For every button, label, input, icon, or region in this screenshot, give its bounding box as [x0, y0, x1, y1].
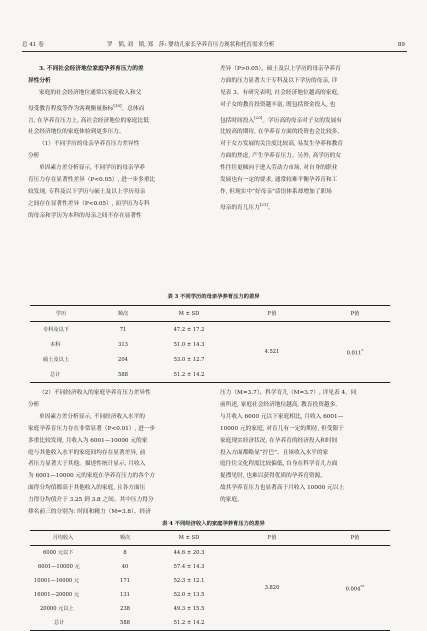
paragraph-line: 作, 但现实中“好母亲”话语体系却增加了职场: [220, 188, 332, 195]
table-header-row: [30, 306, 390, 322]
paragraph-line: 10000 元的家庭, 对育儿有一定的期待, 但受限于: [220, 425, 344, 432]
paragraph-line: 育压力存在显著性差异（P<0.05）, 进一步多重比: [28, 177, 156, 184]
paragraph-line: 对于女方发展的关注度比较高, 易发生孕养和教育: [220, 141, 344, 148]
paragraph-line: 见表 3。有研究表明, 社会经济地位越高的家庭,: [220, 89, 339, 96]
paragraph-line: 较发现, 专科及以下学历与硕士及以上学历母亲: [28, 188, 146, 195]
cell-n: 313: [118, 341, 128, 348]
paragraph-line: 方面的压力显著大于专科及以下学历的母亲, 详: [220, 77, 338, 84]
subsection-heading-cont: 分析: [28, 153, 40, 160]
row-label: 6000 元以下: [43, 550, 74, 556]
cell-msd: 44.6 ± 20.3: [173, 550, 205, 556]
table-header-row: [30, 531, 390, 546]
row-label: 6001—10000 元: [38, 564, 80, 570]
table-row: [30, 546, 390, 561]
paragraph-line: 单因素方差分析显示, 不同学历的母亲孕养: [39, 165, 145, 172]
running-title: 罗 韬, 刘 韬, 郑 莎: 婴幼儿家长孕养育压力现状和托育需求分析: [107, 42, 275, 48]
right-column-lower: [220, 388, 392, 507]
row-label: 总计: [50, 371, 61, 378]
cell-n: 588: [118, 371, 128, 378]
section-heading: 3. 不同社会经济地位家庭孕养育压力的差: [39, 66, 144, 72]
left-column-upper: [28, 64, 198, 223]
paragraph-line: 家庭的社会经济地位通常以家庭收入和父: [39, 89, 142, 96]
row-label: 总计: [54, 620, 65, 626]
paragraph-line: 比较高的期待, 在孕养育方面的投资也会比较多,: [220, 129, 340, 136]
paragraph-line: 排名前三的分别为: 时间和精力（M=3.8）、经济: [28, 509, 151, 516]
cell-msd: 47.2 ± 17.2: [173, 326, 205, 333]
paragraph-line: 投入方面都略显“拧巴”。且该收入水平的家: [220, 449, 329, 456]
row-label: 16001—20000 元: [34, 592, 80, 598]
paragraph-line: 性往往更倾向于进入劳动力市场, 对自身的职业: [220, 165, 338, 172]
cell-msd: 49.3 ± 15.5: [173, 606, 205, 612]
paragraph-line: 母受教育程度等作为客观衡量指标[18]。总体而: [28, 102, 145, 112]
cell-n: 238: [120, 606, 130, 612]
table4: [30, 530, 390, 631]
paragraph-line: 故其孕养育压力也显著高于月收入 10000 元以上: [220, 485, 345, 492]
paragraph-line: 力得分均值介于 3.25 到 3.8 之间。其中压力得分: [28, 497, 154, 504]
paragraph-line: 发展也有一定的要求, 通常较难平衡孕养育和工: [220, 177, 338, 184]
cell-msd: 51.0 ± 14.3: [173, 341, 205, 348]
cell-p-value: 0.011*: [346, 347, 364, 357]
col-header: M ± SD: [178, 535, 200, 541]
right-column-upper: [220, 64, 392, 215]
col-header: 月均收入: [52, 535, 74, 541]
col-header: P值: [350, 535, 360, 541]
table3-caption: 表 3 不同学历的母亲孕养育压力的差异: [167, 294, 260, 300]
cell-msd: 57.4 ± 14.3: [173, 564, 205, 570]
section-heading-cont: 异性分析: [28, 77, 51, 84]
paragraph-line: 家庭孕养育压力存在非常显著（P<0.01）, 进一步: [28, 425, 156, 432]
cell-n: 40: [121, 564, 129, 570]
cell-n: 588: [120, 620, 130, 626]
paragraph-line: 家庭现实经济状况, 在孕养育的经济投入和时间: [220, 437, 338, 444]
running-header: [22, 40, 407, 50]
paragraph-line: 多重比较发现, 月收入为 6001—10000 元的家: [28, 437, 148, 444]
cell-msd: 51.2 ± 14.2: [173, 371, 205, 378]
cell-msd: 52.0 ± 13.5: [173, 592, 205, 598]
col-header: F值: [267, 310, 277, 317]
citation: [18]: [113, 102, 122, 108]
cell-msd: 53.0 ± 12.7: [173, 356, 205, 363]
cell-n: 131: [120, 592, 130, 598]
paragraph-line: 为 6001—10000 元的家庭在孕养育压力的各个方: [28, 473, 156, 480]
row-label: 10001—16000 元: [34, 578, 80, 584]
paragraph-line: 庭往往文化程度比较偏低, 自身在科学育儿方面: [220, 461, 338, 468]
paragraph-line: 与月收入 6000 元以下家庭相比, 月收入 6001—: [220, 413, 344, 420]
col-header: F值: [267, 535, 277, 541]
paragraph-line: 捉襟见肘, 也难以获得优质的孕养育资源。: [220, 473, 326, 480]
significance-mark: **: [360, 583, 365, 589]
subsection-heading-cont: 分析: [28, 401, 40, 408]
paragraph-line: 差异（P>0.05）。硕士及以上学历的母亲孕养育: [220, 66, 341, 72]
table4-caption: 表 4 不同经济收入的家庭孕养育压力的差异: [162, 521, 265, 527]
cell-p-value: 0.004**: [345, 583, 365, 593]
row-label: 本科: [50, 341, 61, 348]
paragraph-line: 对子女的教育投资越丰富, 既包括资金投入, 也: [220, 101, 336, 108]
significance-mark: *: [361, 347, 364, 353]
cell-msd: 51.2 ± 14.2: [173, 620, 205, 626]
paragraph-line: 压力（M=3.7）、科学育儿（M=3.7）, 详见表 4。同: [220, 390, 357, 396]
col-header: 频次: [117, 310, 129, 317]
cell-n: 204: [118, 356, 128, 363]
row-label: 20000 元以上: [40, 606, 74, 612]
volume-label: 总 41 卷: [22, 42, 44, 48]
paragraph-line: 母亲的育儿压力[21]。: [220, 201, 274, 211]
subsection-heading: （2）不同经济收入的家庭孕养育压力差异性: [39, 390, 151, 396]
paragraph-line: 面得分均值都高于其他收入的家庭, 且各方面压: [28, 485, 146, 492]
subsection-heading: （1）不同学历的母亲孕养育压力差异性: [39, 141, 140, 148]
col-header: P值: [350, 310, 360, 317]
paragraph-line: 言, 在孕养育压力上, 高社会经济地位的家庭比低: [28, 117, 149, 124]
paragraph-line: 方面的焦虑, 产生孕养育压力。另外, 高学历的女: [220, 153, 341, 160]
paragraph-line: 单因素方差分析显示, 不同经济收入水平的: [39, 413, 145, 420]
paragraph-line: 前所述, 家庭社会经济地位越高, 教育投资越多。: [220, 401, 341, 408]
cell-n: 171: [120, 578, 130, 584]
cell-n: 8: [123, 550, 127, 556]
paragraph-line: 的家庭。: [220, 497, 243, 504]
cell-f-value: 4.521: [264, 349, 280, 355]
paragraph-line: 庭与其他收入水平的家庭间均存在显著差异, 前: [28, 449, 146, 456]
row-label: 硕士及以上: [43, 356, 69, 363]
paragraph-line: 者压力显著大于其他。描述性统计显示, 月收入: [28, 461, 146, 468]
left-column-lower: [28, 388, 198, 519]
citation: [21]: [259, 201, 269, 207]
paragraph-line: 的母亲和学历为本科的母亲之间不存在显著性: [28, 212, 142, 219]
cell-msd: 52.3 ± 12.1: [173, 578, 205, 584]
table3: [30, 305, 390, 383]
cell-f-value: 3.820: [264, 585, 280, 591]
col-header: 学历: [55, 310, 67, 317]
header-rule: [22, 51, 407, 52]
citation: [20]: [254, 114, 263, 120]
row-label: 专科及以下: [43, 326, 69, 333]
page-number: 89: [397, 42, 405, 48]
paragraph-line: 社会经济地位的家庭体验到更多压力。: [28, 129, 125, 136]
paragraph-line: 包括时间投入[20]。学历高的母亲对子女的发展有: [220, 114, 342, 124]
table-row: [30, 322, 390, 338]
col-header: M ± SD: [178, 310, 200, 317]
col-header: 频次: [119, 535, 131, 541]
paragraph-line: 之间存在显著性差异（P<0.05）, 而学历为专科: [28, 200, 150, 207]
cell-n: 71: [119, 326, 127, 333]
